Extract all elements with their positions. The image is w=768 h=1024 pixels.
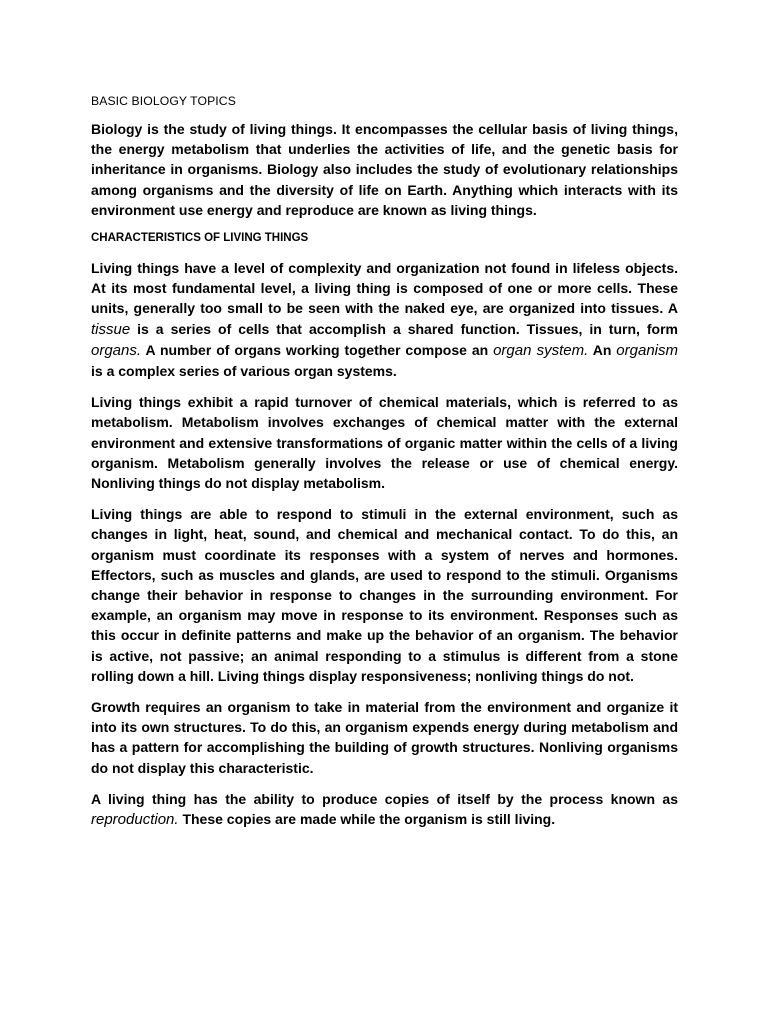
section-heading: CHARACTERISTICS OF LIVING THINGS [91,232,309,245]
term-tissue: tissue [91,320,131,338]
text-run: These copies are made while the organism is still living. [178,811,556,828]
term-organ-system: organ system. [493,341,589,359]
term-organism: organism [616,341,678,359]
term-reproduction: reproduction. [91,811,179,829]
metabolism-paragraph: Living things exhibit a rapid turnover of chemical materials, which is referred to as metabolism. Metabolism involves exchanges of chemical matter with the external environment and extensive transformations of organic matter within the cells of a living organism. Metabolism generally involves the release or use of chemical energy. Nonliving things do not display metabolism. [91,394,678,492]
document-title: BASIC BIOLOGY TOPICS [91,94,236,108]
text-run: An [588,341,617,358]
complexity-paragraph [91,258,678,381]
text-run: is a series of cells that accomplish a shared function. Tissues, in turn, form [130,320,678,337]
text-run: is a complex series of various organ systems. [91,363,397,380]
responsiveness-paragraph: Living things are able to respond to stimuli in the external environment, such as changes in light, heat, sound, and chemical and mechanical contact. To do this, an organism must coordinate its responses with a system of nerves and hormones. Effectors, such as muscles and glands, are used to respond to the stimuli. Organisms change their behavior in response to changes in the surrounding environment. For example, an organism may move in response to its environment. Responses such as this occur in definite patterns and make up the behavior of an organism. The behavior is active, not passive; an animal responding to a stimulus is different from a stone rolling down a hill. Living things display responsiveness; nonliving things do not. [91,506,678,684]
reproduction-paragraph [91,789,678,830]
growth-paragraph: Growth requires an organism to take in material from the environment and organize it into its own structures. To do this, an organism expends energy during metabolism and has a pattern for accomplishing the building of growth structures. Nonliving organisms do not display this characteristic. [91,699,678,776]
text-run: A number of organs working together compose an [141,341,494,358]
term-organs: organs. [91,341,142,359]
text-run: A living thing has the ability to produce copies of itself by the process known as [91,790,678,807]
text-run: Living things have a level of complexity and organization not found in lifeless objects. At its most fundamental level, a living thing is composed of one or more cells. These units, generally too small to be seen with the naked eye, are organized into tissues. A [91,260,678,317]
intro-paragraph: Biology is the study of living things. It encompasses the cellular basis of living things, the energy metabolism that underlies the activities of life, and the genetic basis for inheritance in organisms. Biology also includes the study of evolutionary relationships among organisms and the diversity of life on Earth. Anything which interacts with its environment use energy and reproduce are known as living things. [91,121,678,218]
